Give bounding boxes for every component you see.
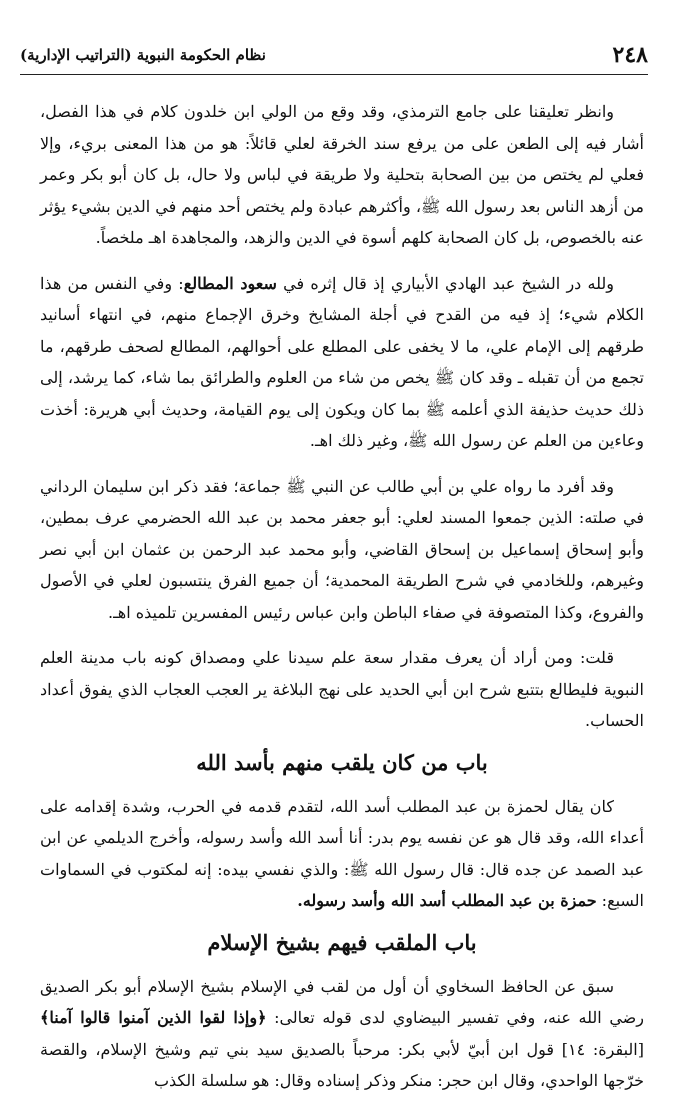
paragraph-qultu: قلت: ومن أراد أن يعرف مقدار سعة علم سيدنا علي ومصداق كونه باب مدينة العلم النبوية فليطالع بتتبع شرح ابن أبي الحديد على نهج البلاغة ير العجب العجاب الذي يفوق أعداد الحساب.	[40, 648, 644, 730]
quote-bold: حمزة بن عبد المطلب أسد الله وأسد رسوله.	[297, 891, 597, 910]
paragraph-hamza	[40, 791, 644, 917]
page-body	[40, 96, 644, 1111]
paragraph-text: ولله در الشيخ عبد الهادي الأبياري إذ قال إثره في	[283, 273, 614, 293]
section-heading-shaykh-al-islam: باب الملقب فيهم بشيخ الإسلام	[207, 929, 477, 955]
paragraph-musnad-ali: وقد أفرد ما رواه علي بن أبي طالب عن النبي ﷺ جماعة؛ فقد ذكر ابن سليمان الرداني في صلته: الذين جمعوا المسند لعلي: أبو جعفر محمد بن عبد الله الحضرمي عرف بمطين، وأبو إسحاق إسماعيل بن إسحاق القاضي، وأبو محمد عبد الرحمن بن عثمان ابن أبي نصر وغيرهم، وللخادمي في شرح الطريقة المحمدية؛ أن جميع الفرق ينتسبون لعلي في الأصول والفروع، وكذا المتصوفة في صفاء الباطن وابن عباس رئيس المفسرين تلميذه اهـ.	[40, 476, 644, 622]
paragraph-text: : وفي النفس من هذا الكلام شيء؛ إذ فيه من القدح في أجلة المشايخ وخرق الإجماع منهم، في انتهاء أسانيد طرقهم إلى الإمام علي، ما لا يخفى على المطلع على أحوالهم، المطالع لصحف طرقهم، ما تجمع من أن تقبله ـ وقد كان ﷺ يخص من شاء من العلوم والطرائق بما شاء، كما يرشد، إلى ذلك حديث حذيفة الذي أعلمه ﷺ بما كان ويكون إلى يوم القيامة، وحديث أبي هريرة: أخذت وعاءين من العلم عن رسول الله ﷺ، وغير ذلك اهـ.	[40, 273, 645, 450]
paragraph-text: كان يقال لحمزة بن عبد المطلب أسد الله، لتقدم قدمه في الحرب، وشدة إقدامه على أعداء الله، وقد قال هو عن نفسه يوم بدر: أنا أسد الله وأسد رسوله، وأخرج الديلمي عن ابن عبد الصمد عن جده قال: قال رسول الله ﷺ: والذي نفسي بيده: إنه لمكتوب في السماوات السبع:	[40, 796, 644, 910]
paragraph-abyari	[40, 268, 644, 457]
paragraph-text: [البقرة: ١٤] قول ابن أبيّ لأبي بكر: مرحباً بالصديق سيد بني تيم وشيخ الإسلام، والقصة خرّجها الواحدي، وقال ابن حجر: منكر وذكر إسناده وقال: هو سلسلة الكذب	[40, 1039, 644, 1090]
paragraph-ibn-khaldun: وانظر تعليقنا على جامع الترمذي، وقد وقع من الولي ابن خلدون كلام في هذا الفصل، أشار فيه إلى الطعن على من يرفع سند الخرقة لعلي قائلاً: هو من هذا المعنى بريء، وإلا فعلي لم يختص من بين الصحابة بتحلية ولا طريقة في لباس ولا حال، بل كان أبو بكر وعمر من أزهد الناس بعد رسول الله ﷺ، وأكثرهم عبادة ولم يختص أحد منهم في الدين بشيء يؤثر عنه بالخصوص، بل كان الصحابة كلهم أسوة في الدين والزهد، والمجاهدة اهـ ملخصاً.	[40, 102, 644, 247]
book-title-bold: سعود المطالع	[183, 273, 277, 293]
section-heading-asad-allah: باب من كان يلقب منهم بأسد الله	[196, 749, 488, 775]
page-number: ٢٤٨	[612, 42, 648, 68]
running-title: نظام الحكومة النبوية (التراتيب الإدارية)	[20, 46, 266, 64]
paragraph-shaykh-al-islam	[40, 971, 644, 1097]
paragraph-text: سبق عن الحافظ السخاوي أن أول من لقب في الإسلام بشيخ الإسلام أبو بكر الصديق رضي الله عنه، وفي تفسير البيضاوي لدى قوله تعالى:	[40, 976, 644, 1027]
quran-verse-bold: ﴿وإذا لقوا الذين آمنوا قالوا آمنا﴾	[40, 1008, 267, 1027]
page-header	[20, 40, 648, 75]
